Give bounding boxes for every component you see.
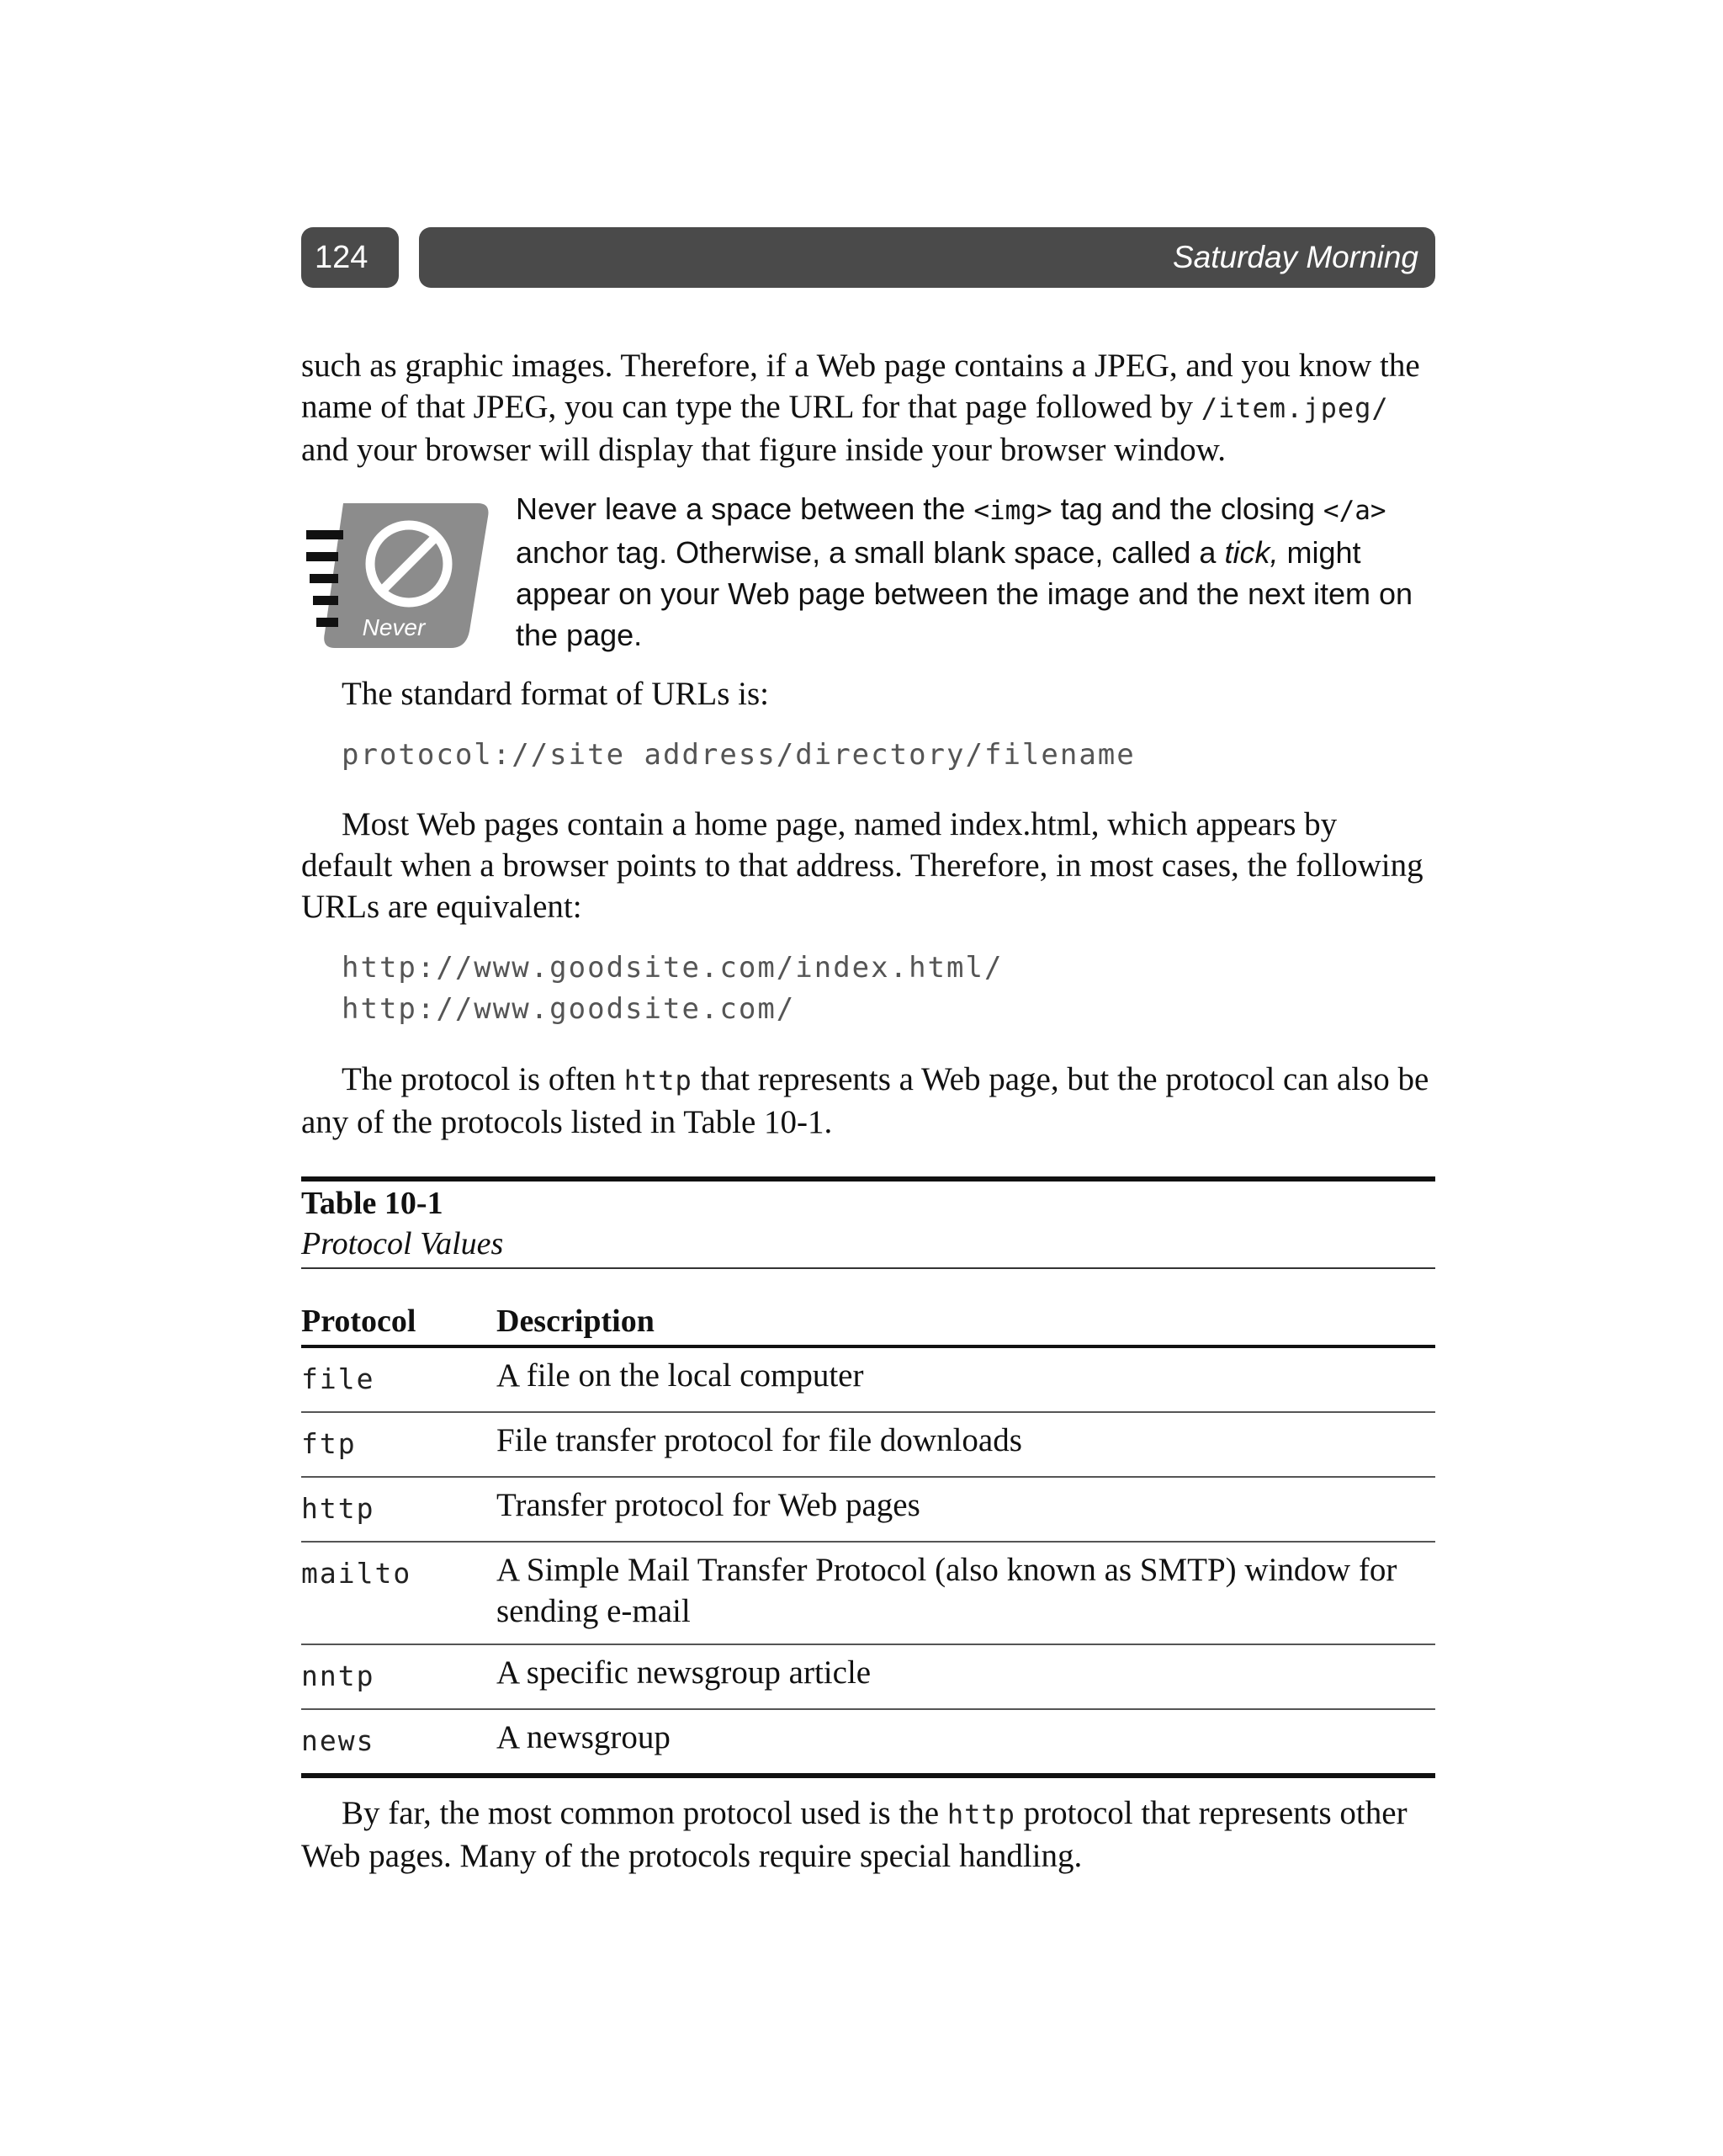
description-cell: A file on the local computer: [496, 1346, 1435, 1412]
note-text-3: anchor tag. Otherwise, a small blank space, called a: [516, 535, 1225, 570]
table-caption: Table 10-1: [301, 1186, 443, 1221]
body-paragraph-1: [301, 345, 1435, 470]
protocol-cell: mailto: [301, 1542, 496, 1644]
note-italic-tick: tick,: [1224, 535, 1279, 570]
table-row: [301, 1644, 1435, 1709]
page-header: [301, 227, 1435, 288]
table-row: [301, 1709, 1435, 1776]
never-icon: [301, 497, 490, 652]
table-header-description: Description: [496, 1269, 1435, 1346]
note-code-img: <img>: [973, 496, 1052, 526]
para4-code: http: [623, 1065, 692, 1097]
para1-text-b: and your browser will display that figure inside your browser window.: [301, 432, 1227, 468]
para5-text-a: By far, the most common protocol used is the: [342, 1795, 947, 1831]
note-text-2: tag and the closing: [1052, 491, 1323, 526]
note-code-a: </a>: [1323, 496, 1386, 526]
code-url-2: http://www.goodsite.com/: [342, 992, 796, 1026]
note-text-4: might appear on your Web page between the image and the next item on the page.: [516, 535, 1413, 652]
description-cell: Transfer protocol for Web pages: [496, 1477, 1435, 1542]
never-note: [301, 488, 1435, 652]
para2-text: The standard format of URLs is:: [342, 676, 769, 712]
body-paragraph-2: [301, 673, 1435, 714]
code-block-1: [301, 735, 1435, 776]
description-cell: A specific newsgroup article: [496, 1644, 1435, 1709]
protocol-cell: file: [301, 1346, 496, 1412]
table-row: [301, 1412, 1435, 1477]
page-number: 124: [301, 227, 399, 288]
protocol-table: [301, 1176, 1435, 1778]
code-url-1: http://www.goodsite.com/index.html/: [342, 951, 1004, 985]
para4-text-b: that represents a Web page, but the protocol can also be any of the protocols listed in Table 10-1.: [301, 1061, 1429, 1140]
protocol-cell: news: [301, 1709, 496, 1776]
protocol-cell: nntp: [301, 1644, 496, 1709]
para1-code: /item.jpeg/: [1201, 392, 1389, 424]
table-header-protocol: Protocol: [301, 1269, 496, 1346]
table-row: [301, 1542, 1435, 1644]
table-row: [301, 1477, 1435, 1542]
protocol-cell: ftp: [301, 1412, 496, 1477]
running-head: Saturday Morning: [419, 227, 1435, 288]
note-text-1: Never leave a space between the: [516, 491, 974, 526]
body-paragraph-5: [301, 1792, 1435, 1877]
code-block-2: [301, 948, 1435, 1030]
para5-text-b: protocol that represents other Web pages. Many of the protocols require special handling.: [301, 1795, 1408, 1874]
note-text: [516, 488, 1435, 656]
table-subcaption: Protocol Values: [301, 1226, 504, 1261]
body-paragraph-3: [301, 804, 1435, 927]
protocol-cell: http: [301, 1477, 496, 1542]
description-cell: A Simple Mail Transfer Protocol (also known as SMTP) window for sending e-mail: [496, 1542, 1435, 1644]
description-cell: File transfer protocol for file downloads: [496, 1412, 1435, 1477]
never-icon-label: Never: [362, 614, 426, 640]
body-paragraph-4: [301, 1059, 1435, 1143]
table-row: [301, 1346, 1435, 1412]
code-url-format: protocol://site address/directory/filename: [342, 738, 1136, 772]
description-cell: A newsgroup: [496, 1709, 1435, 1776]
para3-text: Most Web pages contain a home page, named index.html, which appears by default when a browser points to that address. Therefore, in most cases, the following URLs are equivalent:: [301, 806, 1423, 925]
para4-text-a: The protocol is often: [342, 1061, 624, 1097]
para5-code: http: [946, 1798, 1015, 1830]
para1-text-a: such as graphic images. Therefore, if a Web page contains a JPEG, and you know the name of that JPEG, you can type the URL for that page followed by: [301, 348, 1420, 425]
